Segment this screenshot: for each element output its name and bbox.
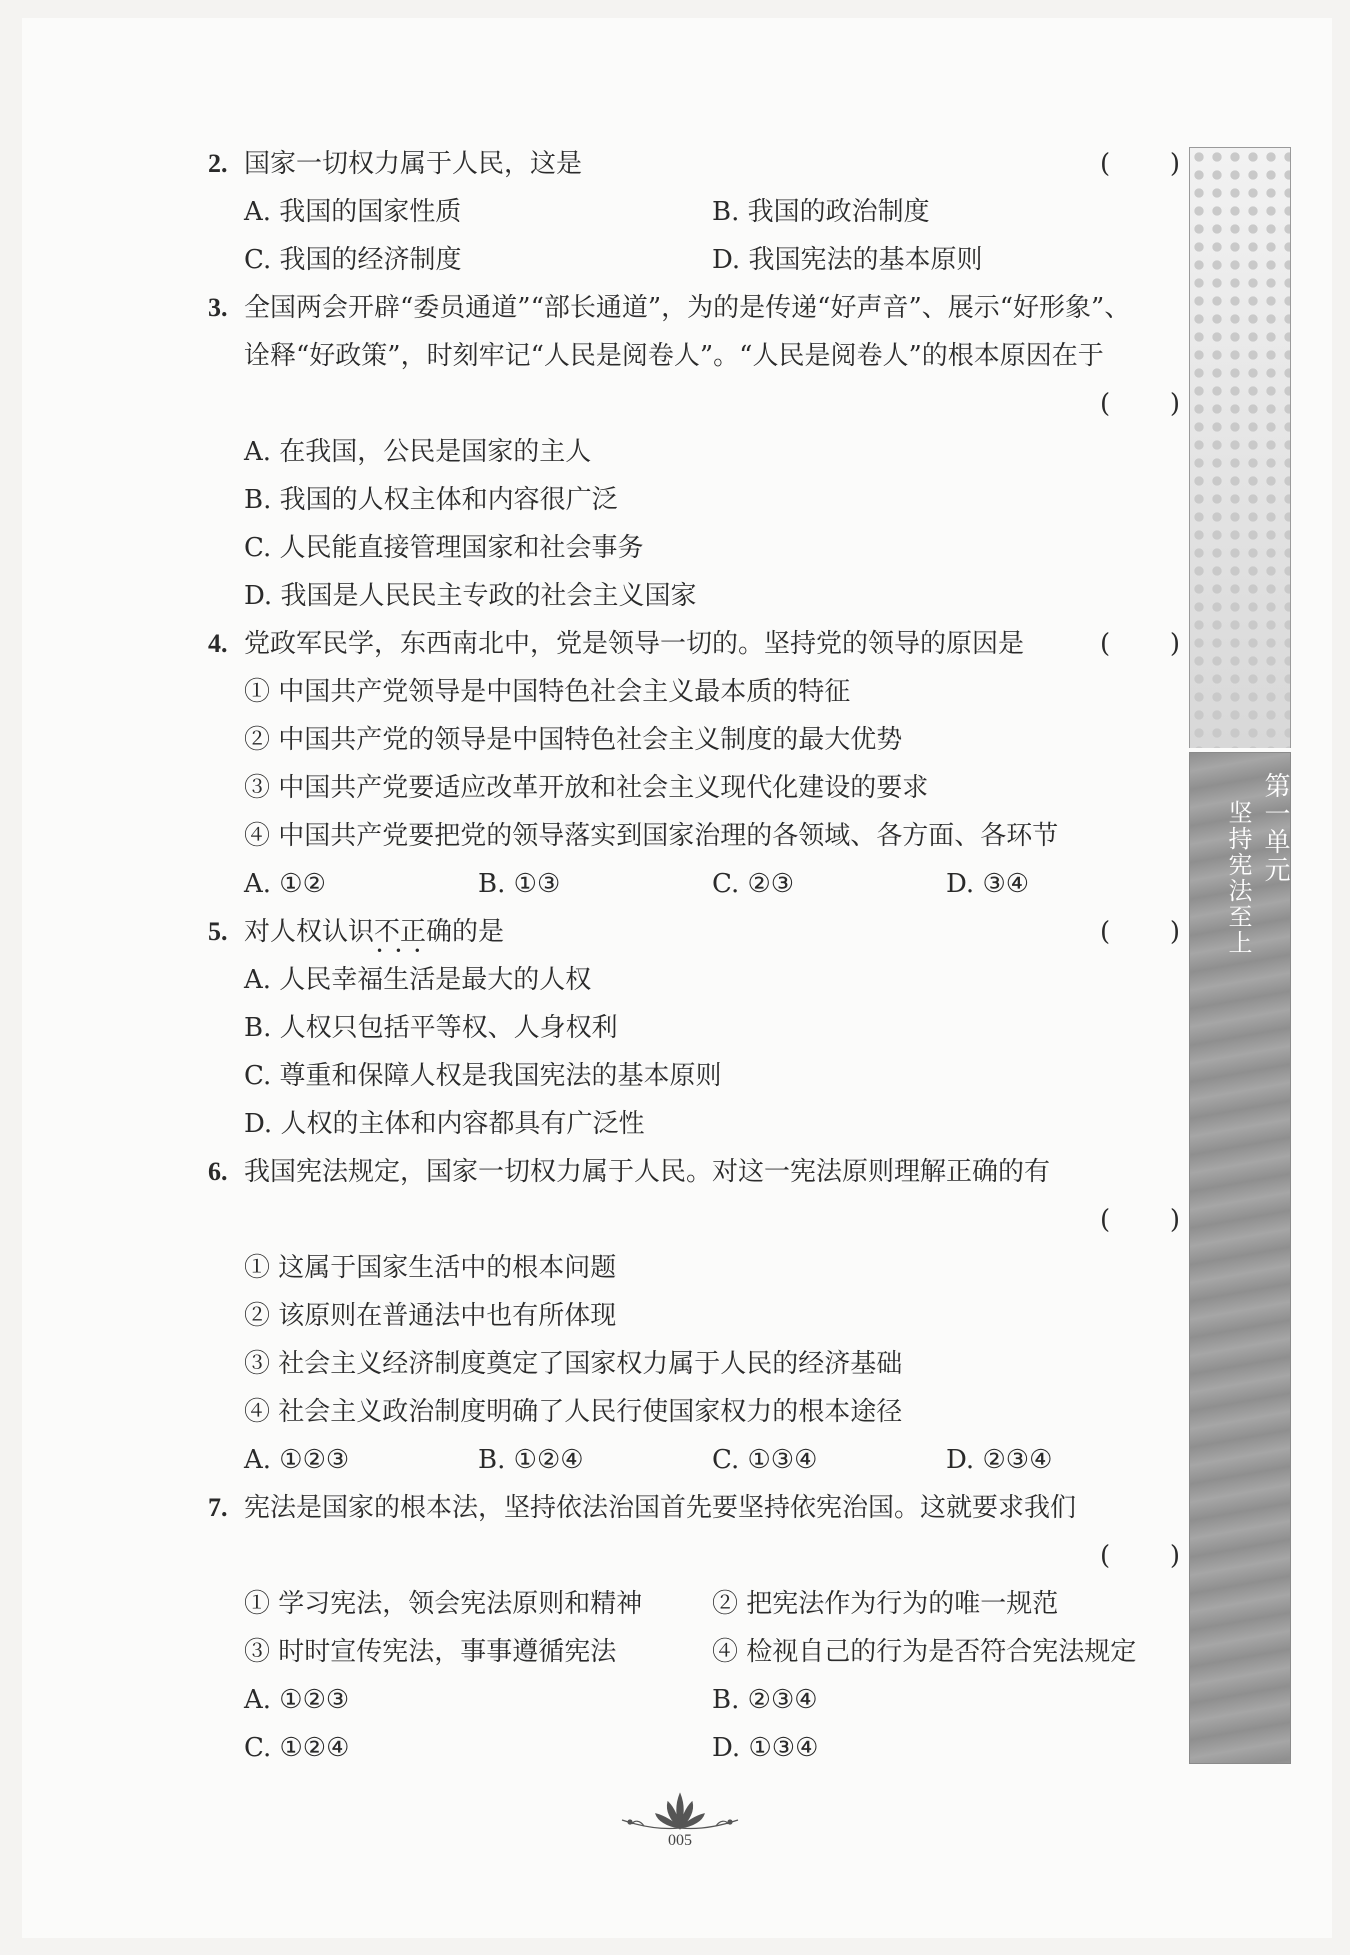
option-a: A. ①②③ bbox=[244, 1445, 350, 1475]
option-a: A. 我国的国家性质 bbox=[244, 197, 462, 227]
question-number: 3. bbox=[208, 293, 228, 322]
option-b: B. ②③④ bbox=[712, 1685, 818, 1715]
question-stem: 国家一切权力属于人民，这是 bbox=[244, 149, 583, 179]
option-c: C. 尊重和保障人权是我国宪法的基本原则 bbox=[244, 1061, 722, 1091]
statement-4: ④ 社会主义政治制度明确了人民行使国家权力的根本途径 bbox=[244, 1397, 903, 1427]
option-d: D. 我国是人民民主专政的社会主义国家 bbox=[244, 581, 697, 611]
option-b: B. 我国的政治制度 bbox=[712, 197, 930, 227]
statement-1: ① 学习宪法，领会宪法原则和精神 bbox=[244, 1589, 643, 1619]
question-number: 5. bbox=[208, 917, 228, 946]
question-2 bbox=[208, 140, 1180, 284]
question-stem: 党政军民学，东西南北中，党是领导一切的。坚持党的领导的原因是 bbox=[244, 629, 1025, 659]
answer-bracket[interactable]: ( ) bbox=[1100, 1541, 1180, 1571]
option-b: B. ①③ bbox=[478, 869, 561, 899]
option-c: C. 人民能直接管理国家和社会事务 bbox=[244, 533, 644, 563]
statement-2: ② 把宪法作为行为的唯一规范 bbox=[712, 1589, 1059, 1619]
question-3 bbox=[208, 284, 1180, 620]
answer-bracket[interactable]: ( ) bbox=[1100, 629, 1180, 659]
statement-3: ③ 时时宣传宪法，事事遵循宪法 bbox=[244, 1637, 617, 1667]
option-a: A. 在我国，公民是国家的主人 bbox=[244, 437, 592, 467]
option-c: C. ①③④ bbox=[712, 1445, 818, 1475]
page-footer bbox=[600, 1790, 760, 1860]
option-d: D. ②③④ bbox=[946, 1445, 1053, 1475]
statement-4: ④ 检视自己的行为是否符合宪法规定 bbox=[712, 1637, 1137, 1667]
option-d: D. 人权的主体和内容都具有广泛性 bbox=[244, 1109, 645, 1139]
question-number: 6. bbox=[208, 1157, 228, 1186]
emphasized-text: 不正确 • • • bbox=[374, 917, 452, 947]
answer-bracket[interactable]: ( ) bbox=[1100, 149, 1180, 179]
option-c: C. ①②④ bbox=[244, 1733, 350, 1763]
question-number: 4. bbox=[208, 629, 228, 658]
statement-3: ③ 中国共产党要适应改革开放和社会主义现代化建设的要求 bbox=[244, 773, 929, 803]
question-stem-cont: 诠释“好政策”，时刻牢记“人民是阅卷人”。“人民是阅卷人”的根本原因在于 bbox=[244, 341, 1104, 371]
question-4 bbox=[208, 620, 1180, 908]
option-d: D. ①③④ bbox=[712, 1733, 819, 1763]
question-6 bbox=[208, 1148, 1180, 1484]
option-b: B. 人权只包括平等权、人身权利 bbox=[244, 1013, 618, 1043]
option-a: A. ①②③ bbox=[244, 1685, 350, 1715]
question-list bbox=[208, 140, 1180, 1772]
unit-label: 第一单元 bbox=[1260, 772, 1290, 884]
page-number: 005 bbox=[668, 1832, 692, 1849]
question-5 bbox=[208, 908, 1180, 1148]
question-number: 2. bbox=[208, 149, 228, 178]
statement-2: ② 中国共产党的领导是中国特色社会主义制度的最大优势 bbox=[244, 725, 903, 755]
statement-1: ① 中国共产党领导是中国特色社会主义最本质的特征 bbox=[244, 677, 851, 707]
option-b: B. 我国的人权主体和内容很广泛 bbox=[244, 485, 618, 515]
question-stem: 对人权认识不正确 • • •的是 bbox=[244, 908, 504, 956]
question-stem: 我国宪法规定，国家一切权力属于人民。对这一宪法原则理解正确的有 bbox=[244, 1157, 1051, 1187]
question-stem: 全国两会开辟“委员通道”“部长通道”，为的是传递“好声音”、展示“好形象”、 bbox=[244, 293, 1131, 323]
option-b: B. ①②④ bbox=[478, 1445, 584, 1475]
option-a: A. 人民幸福生活是最大的人权 bbox=[244, 965, 592, 995]
answer-bracket[interactable]: ( ) bbox=[1100, 917, 1180, 947]
option-c: C. ②③ bbox=[712, 869, 795, 899]
question-7 bbox=[208, 1484, 1180, 1772]
option-d: D. 我国宪法的基本原则 bbox=[712, 245, 983, 275]
question-stem: 宪法是国家的根本法，坚持依法治国首先要坚持依宪治国。这就要求我们 bbox=[244, 1493, 1077, 1523]
statement-2: ② 该原则在普通法中也有所体现 bbox=[244, 1301, 617, 1331]
option-d: D. ③④ bbox=[946, 869, 1030, 899]
option-c: C. 我国的经济制度 bbox=[244, 245, 462, 275]
answer-bracket[interactable]: ( ) bbox=[1100, 389, 1180, 419]
statement-3: ③ 社会主义经济制度奠定了国家权力属于人民的经济基础 bbox=[244, 1349, 903, 1379]
statement-1: ① 这属于国家生活中的根本问题 bbox=[244, 1253, 617, 1283]
side-tab-decoration bbox=[1189, 147, 1291, 748]
statement-4: ④ 中国共产党要把党的领导落实到国家治理的各领域、各方面、各环节 bbox=[244, 821, 1059, 851]
unit-title: 坚持宪法至上 bbox=[1224, 800, 1252, 956]
floral-ornament-icon bbox=[600, 1790, 760, 1834]
answer-bracket[interactable]: ( ) bbox=[1100, 1205, 1180, 1235]
option-a: A. ①② bbox=[244, 869, 326, 899]
question-number: 7. bbox=[208, 1493, 228, 1522]
